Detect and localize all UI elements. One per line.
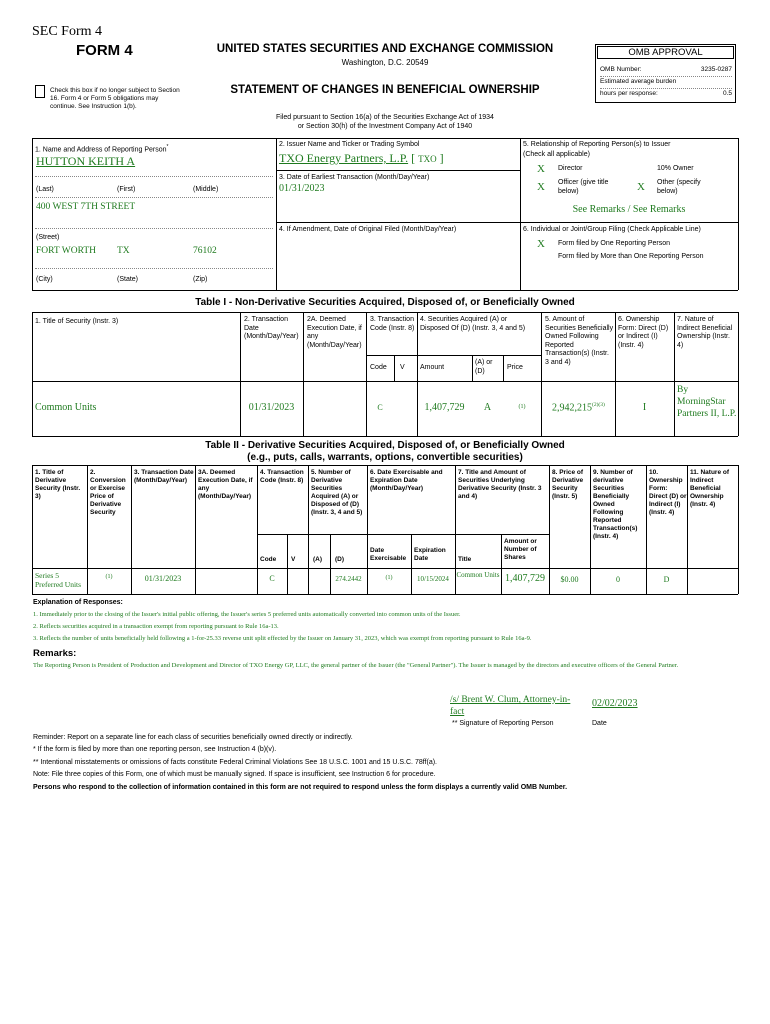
box2-label: 2. Issuer Name and Ticker or Trading Symbol	[279, 141, 420, 148]
omb-number-value: 3235-0287	[700, 66, 732, 73]
t2-row-title: Series 5 Preferred Units	[35, 571, 82, 589]
t1-row-code: C	[377, 403, 383, 412]
ticker-symbol: TXO	[418, 154, 437, 164]
t2-sub-v: V	[291, 556, 296, 563]
explanation-item-3: 3. Reflects the number of units beneficially held following a 1-for-25.33 reverse unit split effected by the Issuer on January 31, 2023, which was exempt from reporting pursuant to Rule 16a-9.	[33, 635, 532, 642]
last-label: (Last)	[36, 186, 54, 193]
footer-violations: ** Intentional misstatements or omissions of facts constitute Federal Criminal Violations See 18 U.S.C. 1001 and 15 U.S.C. 78ff(a).	[33, 759, 437, 766]
t2-col1-header: 1. Title of Derivative Security (Instr. 3)	[35, 469, 81, 500]
t2-sub-exercisable: Date Exercisable	[370, 547, 407, 562]
omb-title: OMB APPROVAL	[628, 47, 703, 58]
t2-col4-header: 4. Transaction Code (Instr. 8)	[260, 469, 304, 484]
box6-label: 6. Individual or Joint/Group Filing (Check Applicable Line)	[523, 226, 701, 233]
t2-row-date: 01/31/2023	[144, 574, 182, 583]
t2-sub-amount: Amount or Number of Shares	[504, 538, 537, 561]
box5-label: 5. Relationship of Reporting Person(s) to Issuer	[523, 141, 671, 148]
filed-pursuant-line1: Filed pursuant to Section 16(a) of the Securities Exchange Act of 1934	[276, 114, 494, 121]
omb-number-label: OMB Number:	[600, 66, 642, 73]
t1-sub-amount: Amount	[420, 364, 445, 371]
t1-row-title: Common Units	[35, 402, 97, 413]
page-header: SEC Form 4	[32, 24, 103, 39]
explanation-heading: Explanation of Responses:	[33, 599, 123, 606]
issuer-name-link[interactable]: TXO Energy Partners, L.P.	[279, 151, 409, 165]
t1-sub-code: Code	[370, 364, 387, 371]
other-label: Other (specify below)	[657, 179, 701, 195]
one-person-mark[interactable]: X	[537, 238, 545, 250]
t2-row-expiration: 10/15/2024	[417, 575, 449, 583]
box4-label: 4. If Amendment, Date of Original Filed (Month/Day/Year)	[279, 226, 457, 233]
issuer-line: TXO Energy Partners, L.P. [ TXO ]	[279, 151, 444, 165]
footer-reminder: Reminder: Report on a separate line for each class of securities beneficially owned directly or indirectly.	[33, 734, 353, 741]
t2-row-d: 274.2442	[335, 575, 362, 583]
t2-row-form: D	[663, 575, 670, 584]
footer-instruction: * If the form is filed by more than one reporting person, see Instruction 4 (b)(v).	[33, 746, 277, 753]
street-label: (Street)	[36, 234, 60, 241]
t1-col1-header: 1. Title of Security (Instr. 3)	[35, 318, 119, 325]
officer-label: Officer (give title below)	[558, 179, 609, 195]
t1-row-nature: By MorningStar Partners II, L.P.	[677, 385, 737, 419]
state-value: TX	[117, 246, 130, 256]
omb-hours-label: hours per response:	[600, 90, 658, 97]
see-remarks-link[interactable]: See Remarks / See Remarks	[572, 204, 686, 215]
box1-label: 1. Name and Address of Reporting Person*	[35, 144, 169, 154]
t2-sub-title: Title	[458, 556, 472, 563]
t1-col7-header: 7. Nature of Indirect Beneficial Ownership (Instr. 4)	[677, 316, 733, 349]
t1-sub-price: Price	[507, 364, 523, 371]
state-label: (State)	[117, 276, 139, 283]
form-title: FORM 4	[76, 42, 133, 59]
director-label: Director	[558, 165, 583, 172]
table1-title: Table I - Non-Derivative Securities Acquired, Disposed of, or Beneficially Owned	[195, 297, 575, 308]
box3-label: 3. Date of Earliest Transaction (Month/Day/Year)	[279, 174, 430, 181]
one-person-label: Form filed by One Reporting Person	[558, 240, 671, 247]
t2-col11-header: 11. Nature of Indirect Beneficial Ownership (Instr. 4)	[690, 469, 730, 508]
street-value: 400 WEST 7TH STREET	[36, 202, 136, 212]
middle-label: (Middle)	[193, 186, 219, 193]
officer-mark[interactable]: X	[537, 181, 545, 193]
t1-col5-header: 5. Amount of Securities Beneficially Owned Following Reported Transaction(s) (Instr. 3 and 4)	[545, 316, 614, 366]
t2-col9-header: 9. Number of derivative Securities Beneficially Owned Following Reported Transaction(s) (Instr. 4)	[593, 469, 638, 540]
t2-col3a-header: 3A. Deemed Execution Date, if any (Month/Day/Year)	[198, 469, 253, 500]
zip-label: (Zip)	[193, 276, 208, 283]
signature-date: 02/02/2023	[592, 698, 638, 709]
remarks-heading: Remarks:	[33, 648, 77, 659]
t2-row-code: C	[269, 574, 275, 583]
reporting-person-name[interactable]: HUTTON KEITH A	[36, 154, 136, 168]
explanation-item-1: 1. Immediately prior to the closing of the Issuer's initial public offering, the Issuer's series 5 preferred units automatically converted into common units of the Issuer.	[33, 611, 461, 618]
t1-row-owned: $2,942,215^{(2)(3)}$	[552, 402, 605, 414]
t1-col4-header: 4. Securities Acquired (A) or Disposed Of (D) (Instr. 3, 4 and 5)	[420, 316, 526, 332]
t2-sub-expiration: Expiration Date	[414, 547, 446, 562]
t1-col2-header: 2. Transaction Date (Month/Day/Year)	[244, 316, 299, 340]
omb-burden-label: Estimated average burden	[600, 78, 677, 85]
t2-sub-a: (A)	[313, 556, 323, 563]
footer-note: Note: File three copies of this Form, one of which must be manually signed. If space is insufficient, see Instruction 6 for procedure.	[33, 771, 436, 778]
table2-title: Table II - Derivative Securities Acquired, Disposed of, or Beneficially Owned	[205, 440, 565, 451]
t1-row-date: 01/31/2023	[248, 402, 295, 413]
t1-col6-header: 6. Ownership Form: Direct (D) or Indirect (I) (Instr. 4)	[618, 316, 669, 349]
first-label: (First)	[117, 186, 136, 193]
statement-title: STATEMENT OF CHANGES IN BENEFICIAL OWNERSHIP	[230, 84, 540, 96]
date-label: Date	[592, 720, 607, 727]
t2-col7-header: 7. Title and Amount of Securities Underlying Derivative Security (Instr. 3 and 4)	[458, 469, 542, 500]
t2-sub-code: Code	[260, 556, 277, 563]
t2-col6-header: 6. Date Exercisable and Expiration Date (Month/Day/Year)	[370, 469, 443, 492]
city-label: (City)	[36, 276, 53, 283]
table2-subtitle: (e.g., puts, calls, warrants, options, convertible securities)	[247, 452, 523, 463]
signature-name[interactable]: /s/ Brent W. Clum, Attorney-in-fact	[450, 695, 571, 717]
earliest-transaction-date: 01/31/2023	[279, 183, 325, 194]
t2-row-price: $0.00	[560, 575, 579, 584]
agency-name: UNITED STATES SECURITIES AND EXCHANGE COMMISSION	[216, 43, 554, 55]
t2-row-und-amount: 1,407,729	[505, 573, 545, 584]
city-value: FORT WORTH	[36, 246, 97, 256]
t1-row-ad: A	[483, 402, 492, 413]
no-longer-subject-checkbox[interactable]	[35, 85, 45, 98]
t2-col2-header: 2. Conversion or Exercise Price of Derivative Security	[90, 469, 126, 516]
footer-omb-notice: Persons who respond to the collection of information contained in this form are not required to respond unless the form displays a currently valid OMB Number.	[33, 784, 568, 791]
other-mark[interactable]: X	[637, 181, 645, 193]
t1-row-price: (1)	[518, 404, 526, 410]
agency-city: Washington, D.C. 20549	[341, 58, 429, 67]
t2-row-owned: 0	[616, 575, 620, 584]
t2-sub-d: (D)	[335, 556, 345, 563]
t2-row-exercisable: (1)	[385, 575, 393, 581]
t1-row-form: I	[642, 402, 647, 413]
t2-row-conv: (1)	[105, 574, 113, 580]
t1-col2a-header: 2A. Deemed Execution Date, if any (Month/Day/Year)	[307, 316, 362, 349]
t1-sub-ad: (A) or (D)	[475, 359, 493, 375]
checkbox-text: Check this box if no longer subject to Section 16. Form 4 or Form 5 obligations may continue. See Instruction 1(b).	[50, 87, 180, 110]
t2-col3-header: 3. Transaction Date (Month/Day/Year)	[134, 469, 194, 484]
t2-col8-header: 8. Price of Derivative Security (Instr. 5)	[552, 469, 584, 500]
filed-pursuant-line2: or Section 30(h) of the Investment Company Act of 1940	[297, 123, 473, 130]
omb-hours-value: 0.5	[722, 90, 732, 97]
signature-label: ** Signature of Reporting Person	[452, 720, 554, 727]
box5-sublabel: (Check all applicable)	[523, 151, 590, 158]
t2-row-und-title: Common Units	[456, 571, 500, 579]
t1-sub-v: V	[400, 364, 405, 371]
explanation-item-2: 2. Reflects securities acquired in a transaction exempt from reporting pursuant to Rule 16a-13.	[33, 623, 279, 630]
director-mark[interactable]: X	[537, 163, 545, 175]
zip-value: 76102	[193, 246, 217, 256]
t1-row-amount: 1,407,729	[424, 402, 465, 413]
remarks-text: The Reporting Person is President of Production and Development and Director of TXO Energy GP, LLC, the general partner of the Issuer (the "General Partner"). The Issuer is managed by the directors and executive officers of the General Partner.	[33, 662, 679, 669]
more-persons-label: Form filed by More than One Reporting Person	[558, 253, 704, 260]
t1-col3-header: 3. Transaction Code (Instr. 8)	[370, 316, 415, 332]
t2-col5-header: 5. Number of Derivative Securities Acquired (A) or Disposed of (D) (Instr. 3, 4 and 5)	[311, 469, 363, 516]
t2-col10-header: 10. Ownership Form: Direct (D) or Indirect (I) (Instr. 4)	[649, 469, 687, 516]
ten-percent-owner-label: 10% Owner	[657, 165, 694, 172]
